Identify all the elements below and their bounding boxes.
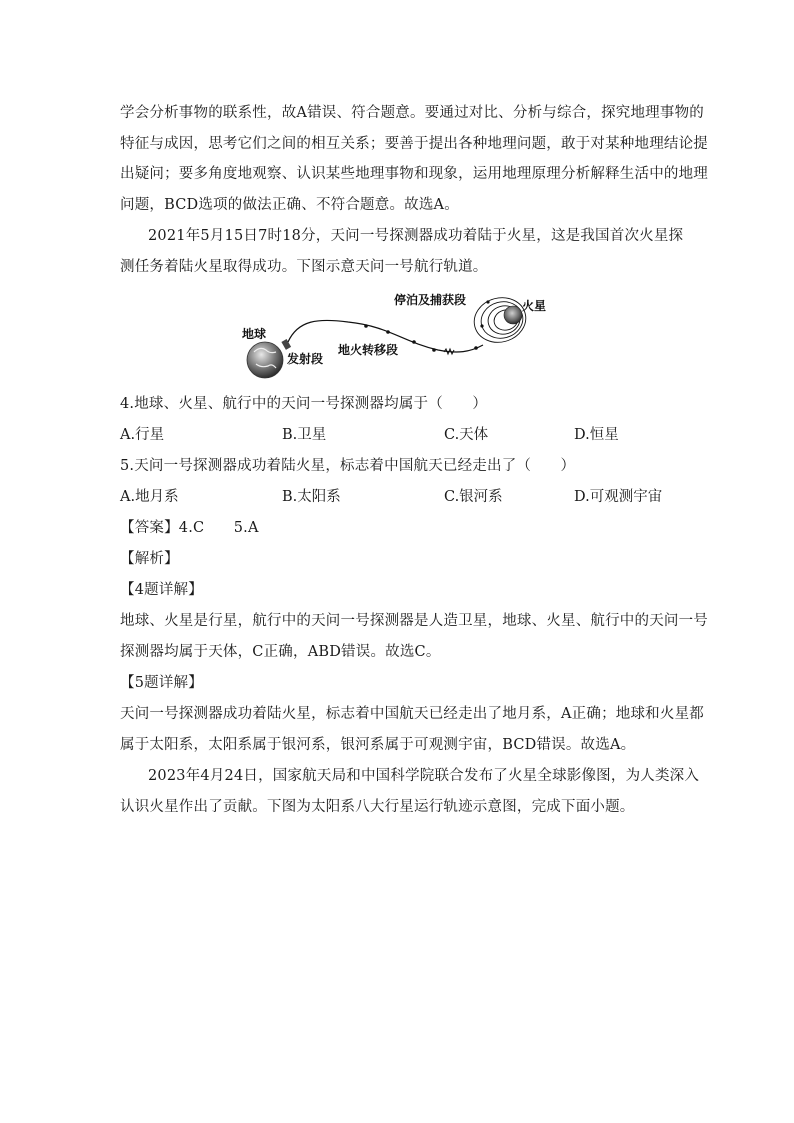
trajectory-dot (480, 324, 483, 327)
trajectory-dot (486, 300, 489, 303)
paragraph-line: 2023年4月24日，国家航天局和中国科学院联合发布了火星全球影像图，为人类深入 (148, 768, 700, 784)
paragraph-line: 测任务着陆火星取得成功。下图示意天问一号航行轨道。 (120, 259, 488, 275)
paragraph-line: 问题，BCD选项的做法正确、不符合题意。故选A。 (120, 197, 459, 213)
answer-line: 【答案】4.C 5.A (120, 520, 259, 536)
q5-option-a: A.地月系 (120, 489, 179, 505)
trajectory-dot (474, 346, 478, 350)
trajectory-dot (432, 348, 436, 352)
earth-label: 地球 (242, 327, 267, 341)
q5-detail-heading: 【5题详解】 (120, 675, 203, 691)
trajectory-dot (412, 340, 416, 344)
paragraph-line: 认识火星作出了贡献。下图为太阳系八大行星运行轨迹示意图，完成下面小题。 (120, 799, 635, 815)
tianwen-trajectory-figure (238, 290, 558, 382)
paragraph-line: 特征与成因，思考它们之间的相互关系；要善于提出各种地理问题，敢于对某种地理结论提 (120, 136, 708, 152)
mars-icon (504, 306, 522, 324)
q4-option-c: C.天体 (444, 427, 489, 443)
mars-label: 火星 (522, 299, 547, 313)
q4-option-d: D.恒星 (574, 427, 619, 443)
q5-option-b: B.太阳系 (282, 489, 341, 505)
probe-icon (281, 339, 291, 350)
q5-option-d: D.可观测宇宙 (574, 489, 663, 505)
paragraph-line: 属于太阳系，太阳系属于银河系，银河系属于可观测宇宙，BCD错误。故选A。 (120, 737, 636, 753)
q4-detail-heading: 【4题详解】 (120, 582, 203, 598)
question-5-stem: 5.天问一号探测器成功着陆火星，标志着中国航天已经走出了（ ） (120, 458, 576, 474)
analysis-heading: 【解析】 (120, 551, 179, 567)
trajectory-dot (364, 324, 368, 328)
q4-option-a: A.行星 (120, 427, 165, 443)
earth-icon (247, 342, 283, 378)
paragraph-line: 天问一号探测器成功着陆火星，标志着中国航天已经走出了地月系，A正确；地球和火星都 (120, 706, 704, 722)
paragraph-line: 地球、火星是行星，航行中的天问一号探测器是人造卫星，地球、火星、航行中的天问一号 (120, 613, 708, 629)
trajectory-dot (386, 330, 390, 334)
q5-option-c: C.银河系 (444, 489, 503, 505)
question-4-stem: 4.地球、火星、航行中的天问一号探测器均属于（ ） (120, 396, 488, 412)
launch-label: 发射段 (287, 352, 324, 366)
paragraph-line: 探测器均属于天体，C正确，ABD错误。故选C。 (120, 644, 441, 660)
transfer-label: 地火转移段 (338, 343, 399, 357)
parking-label: 停泊及捕获段 (394, 293, 467, 307)
q4-option-b: B.卫星 (282, 427, 327, 443)
paragraph-line: 学会分析事物的联系性，故A错误、符合题意。要通过对比、分析与综合，探究地理事物的 (120, 105, 704, 121)
paragraph-line: 2021年5月15日7时18分，天问一号探测器成功着陆于火星，这是我国首次火星探 (148, 228, 684, 244)
paragraph-line: 出疑问；要多角度地观察、认识某些地理事物和现象，运用地理原理分析解释生活中的地理 (120, 166, 708, 182)
